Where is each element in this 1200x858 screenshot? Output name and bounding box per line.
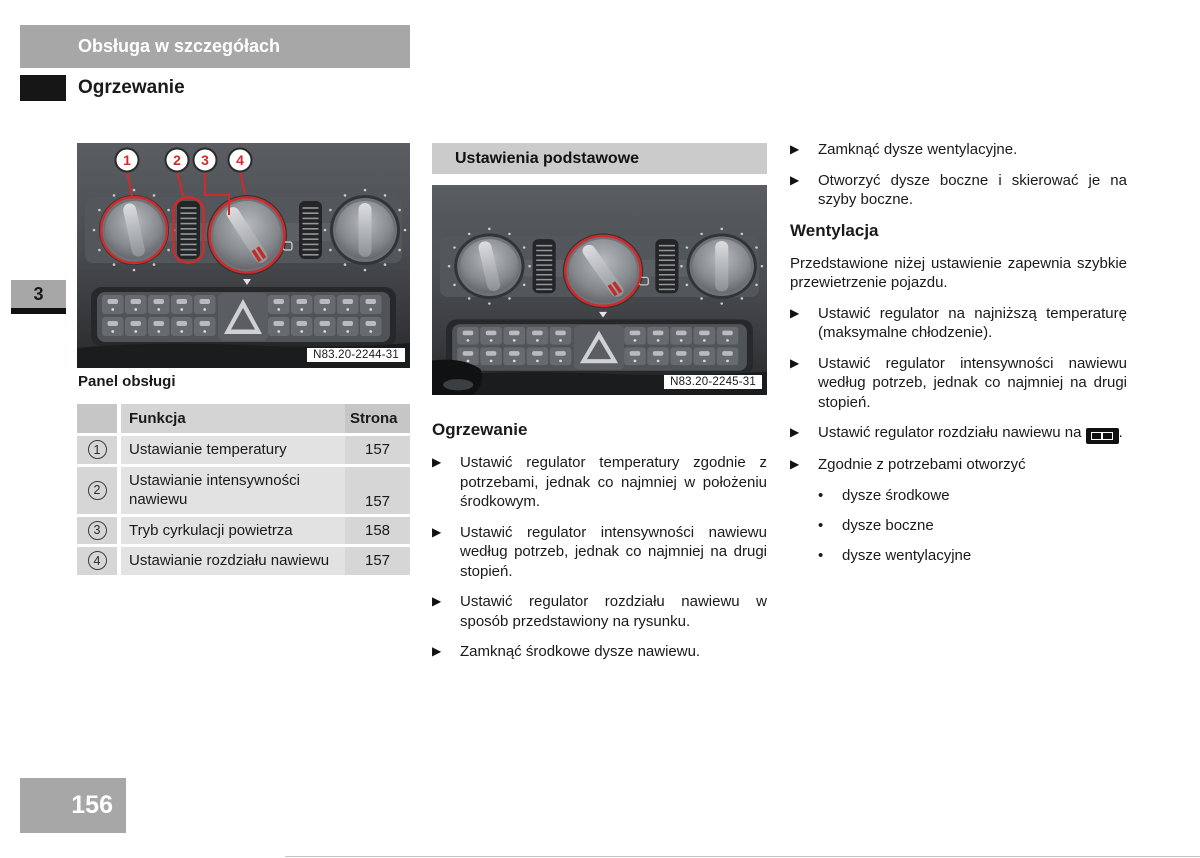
instruction-step: ▶ Zamknąć dysze wentylacyjne. (790, 141, 1018, 158)
subsection-box-title: Ustawienia podstawowe (432, 143, 767, 174)
step-arrow-icon: ▶ (790, 172, 800, 187)
climate-panel-illustration (432, 185, 767, 395)
right-text-column (790, 140, 1127, 576)
page-number: 156 (20, 778, 126, 833)
figure-caption: Panel obsługi (78, 373, 176, 390)
table-cell-strona: 158 (345, 517, 410, 545)
heading-wentylacja: Wentylacja (790, 220, 879, 240)
table-row (77, 547, 410, 575)
table-row (77, 467, 410, 514)
instruction-step: ▶ Ustawić regulator intensywności nawiewu według potrzeb, jednak co najmniej na drugi stopień. (790, 354, 1127, 411)
table-cell-funkcja: Ustawianie intensywności nawiewu (121, 467, 345, 514)
instruction-step: ▶ Ustawić regulator rozdziału nawiewu w sposób przedstawiony na rysunku. (432, 593, 767, 630)
table-cell-strona: 157 (345, 436, 410, 464)
step-arrow-icon: ▶ (790, 457, 800, 471)
figure-code-label: N83.20-2245-31 (664, 375, 762, 389)
callout-number-badge: 1 (88, 440, 107, 459)
step-arrow-icon: ▶ (790, 305, 800, 320)
table-header-num (77, 404, 117, 433)
functions-table (77, 404, 410, 578)
callout-number-badge: 2 (88, 481, 107, 500)
figure-code-label: N83.20-2244-31 (307, 348, 405, 362)
table-cell-strona: 157 (345, 547, 410, 575)
step-arrow-icon: ▶ (432, 455, 442, 469)
table-cell-strona: 157 (345, 467, 410, 514)
table-header-funkcja: Funkcja (121, 404, 345, 433)
heading-ogrzewanie: Ogrzewanie (432, 420, 528, 439)
middle-text-column (432, 420, 767, 673)
step-arrow-icon: ▶ (432, 644, 442, 658)
instruction-step: ▶ Ustawić regulator rozdziału nawiewu na . (790, 423, 1127, 444)
chapter-number: 3 (11, 280, 66, 308)
option-item: • dysze środkowe (818, 486, 950, 504)
step-arrow-icon: ▶ (790, 355, 800, 370)
table-cell-funkcja: Ustawianie rozdziału nawiewu (121, 547, 345, 575)
step-arrow-icon: ▶ (432, 594, 442, 608)
instruction-step: ▶ Ustawić regulator temperatury zgodnie z potrzebami, jednak co najmniej w położeniu środkowym. (432, 454, 767, 510)
figure-panel-overview (77, 143, 410, 368)
step-arrow-icon: ▶ (432, 524, 442, 539)
svg-text:2: 2 (173, 152, 181, 168)
page-title: Ogrzewanie (78, 77, 185, 98)
svg-text:1: 1 (123, 152, 131, 168)
instruction-step: ▶ Zgodnie z potrzebami otworzyć (790, 456, 1026, 473)
air-distribution-icon (1086, 428, 1119, 444)
table-header-row (77, 404, 410, 433)
instruction-step: ▶ Otworzyć dysze boczne i skierować je na szyby boczne. (790, 171, 1127, 208)
title-marker-block (20, 75, 66, 101)
callout-number-badge: 3 (88, 521, 107, 540)
bullet-dot-icon: • (818, 516, 824, 534)
svg-text:3: 3 (201, 152, 209, 168)
option-item: • dysze wentylacyjne (818, 546, 972, 564)
table-cell-funkcja: Ustawianie temperatury (121, 436, 345, 464)
table-cell-funkcja: Tryb cyrkulacji powietrza (121, 517, 345, 545)
bullet-dot-icon: • (818, 486, 824, 504)
bottom-rule (285, 856, 1200, 857)
chapter-banner: Obsługa w szczegółach (20, 25, 410, 68)
step-arrow-icon: ▶ (790, 425, 800, 439)
bullet-dot-icon: • (818, 546, 824, 564)
instruction-step: ▶ Zamknąć środkowe dysze nawiewu. (432, 643, 701, 660)
option-item: • dysze boczne (818, 516, 934, 534)
instruction-step: ▶ Ustawić regulator na najniższą temperaturę (maksymalne chłodzenie). (790, 304, 1127, 341)
intro-paragraph: Przedstawione niżej ustawienie zapewnia szybkie przewietrzenie pojazdu. (790, 254, 1127, 291)
callout-number-badge: 4 (88, 551, 107, 570)
table-row (77, 517, 410, 545)
instruction-step: ▶ Ustawić regulator intensywności nawiewu według potrzeb, jednak co najmniej na drugi stopień. (432, 523, 767, 580)
svg-text:4: 4 (236, 152, 244, 168)
chapter-tab (11, 280, 66, 314)
climate-panel-illustration (77, 143, 410, 368)
table-header-strona: Strona (345, 404, 410, 433)
chapter-tab-bar (11, 308, 66, 314)
table-row (77, 436, 410, 464)
step-arrow-icon: ▶ (790, 142, 800, 156)
figure-basic-settings (432, 185, 767, 395)
